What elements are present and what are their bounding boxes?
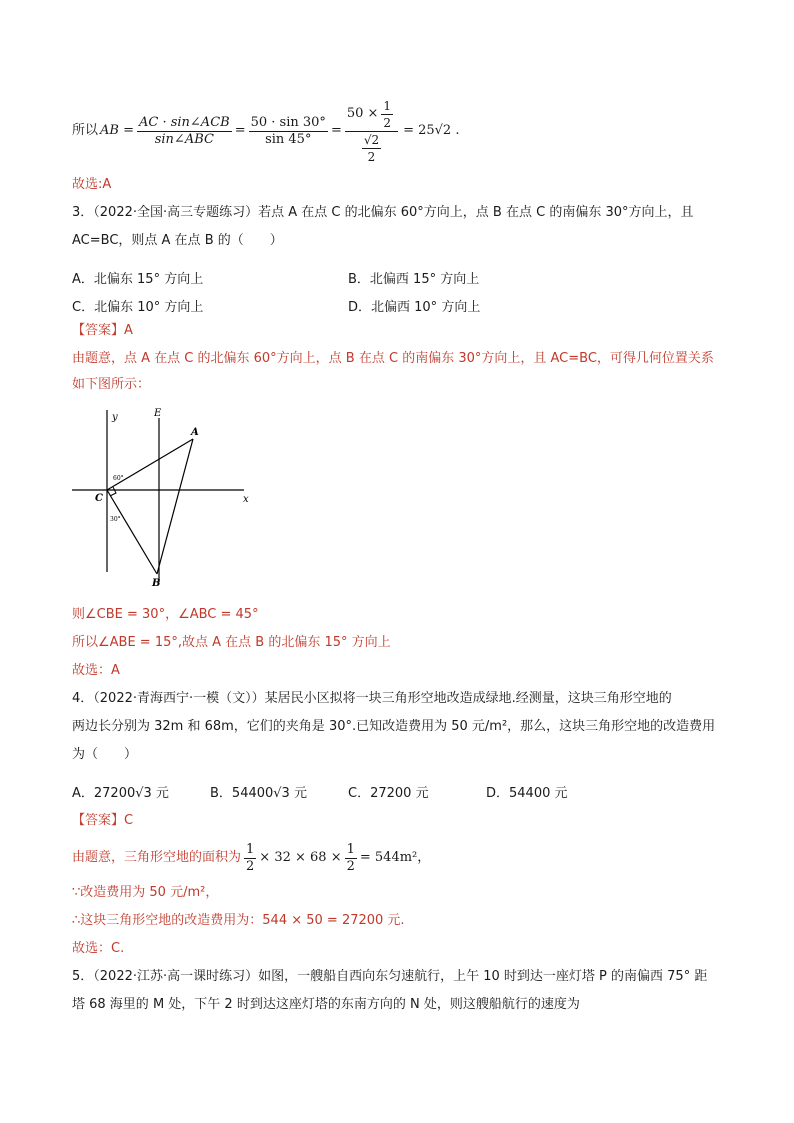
segment-ab	[157, 439, 193, 574]
q4-stem-line3: 为（ ）	[72, 747, 138, 762]
q3-stem-line2: AC=BC，则点 A 在点 B 的（ ）	[72, 233, 283, 248]
fraction-1	[137, 115, 232, 148]
q4-explain-tail: = 544m²，	[359, 850, 431, 865]
q3-result-line1: 则∠CBE = 30°，∠ABC = 45°	[72, 607, 259, 622]
q4-stem-line1: 4．（2022·青海西宁·一模（文））某居民小区拟将一块三角形空地改造成绿地.经测量，这块三角形空地的	[72, 691, 672, 706]
q4-option-b: B．54400√3 元	[210, 786, 307, 801]
sqrt2-numerator: √2	[363, 132, 380, 147]
half-denominator: 2	[383, 115, 392, 130]
segment-cb	[107, 490, 157, 574]
q4-explain-line2: ∵改造费用为 50 元/m²，	[72, 885, 219, 900]
q3-stem-line1: 3．（2022·全国·高三专题练习）若点 A 在点 C 的北偏东 60°方向上，点 B 在点 C 的南偏东 30°方向上，且	[72, 205, 694, 220]
half-denominator: 2	[246, 858, 255, 874]
label-b: B	[152, 578, 161, 589]
q5-stem-line2: 塔 68 海里的 M 处，下午 2 时到达这座灯塔的东南方向的 N 处，则这艘船航行的速度为	[72, 997, 580, 1012]
q3-option-b: B．北偏西 15° 方向上	[348, 272, 480, 287]
q3-option-c: C．北偏东 10° 方向上	[72, 300, 204, 315]
q3-explain-line1: 由题意，点 A 在点 C 的北偏东 60°方向上，点 B 在点 C 的南偏东 30°方向上，且 AC=BC，可得几何位置关系	[72, 351, 714, 366]
equals-sign: =	[234, 123, 246, 138]
q4-option-c: C．27200 元	[348, 786, 429, 801]
q4-option-a: A．27200√3 元	[72, 786, 169, 801]
label-a: A	[191, 427, 199, 438]
q3-choice: 故选：A	[72, 663, 120, 678]
q4-stem-line2: 两边长分别为 32m 和 68m，它们的夹角是 30°.已知改造费用为 50 元/m²，那么，这块三角形空地的改造费用	[72, 719, 716, 734]
q4-half-fraction-1	[244, 842, 256, 875]
formula-ab: AB =	[100, 123, 134, 138]
half-denominator: 2	[346, 858, 355, 874]
formula-row	[72, 96, 459, 166]
q4-explain-line3: ∴这块三角形空地的改造费用为：544 × 50 = 27200 元.	[72, 913, 405, 928]
equals-sign: =	[330, 123, 342, 138]
q2-answer: 故选:A	[72, 177, 112, 192]
q4-option-d: D．54400 元	[486, 786, 568, 801]
q5-stem-line1: 5．（2022·江苏·高一课时练习）如图，一艘船自西向东匀速航行，上午 10 时到达一座灯塔 P 的南偏西 75° 距	[72, 969, 708, 984]
q4-half-fraction-2	[345, 842, 357, 875]
half-fraction	[381, 98, 393, 131]
q4-explain-line1	[72, 840, 430, 876]
fraction-1-numerator: AC · sin∠ACB	[138, 114, 230, 130]
label-y: y	[112, 412, 118, 423]
fraction-2	[249, 115, 328, 148]
fraction-3-numerator-text: 50 ×	[346, 106, 379, 121]
half-numerator: 1	[383, 98, 392, 113]
q3-option-a: A．北偏东 15° 方向上	[72, 272, 204, 287]
q3-option-d: D．北偏西 10° 方向上	[348, 300, 481, 315]
label-c: C	[95, 493, 103, 504]
fraction-3-denominator	[357, 132, 386, 165]
label-x: x	[243, 494, 249, 505]
q4-explain-prefix: 由题意，三角形空地的面积为	[72, 850, 242, 865]
formula-result: = 25√2 .	[403, 123, 460, 138]
sqrt2-denominator: 2	[367, 149, 376, 164]
label-angle60: 60°	[113, 475, 124, 482]
q3-result-line2: 所以∠ABE = 15°,故点 A 在点 B 的北偏东 15° 方向上	[72, 635, 391, 650]
segment-ca	[107, 439, 193, 490]
label-e: E	[154, 408, 162, 419]
label-angle30: 30°	[110, 516, 121, 523]
q3-explain-line2: 如下图所示：	[72, 377, 151, 392]
q3-geometry-diagram	[66, 404, 266, 594]
fraction-3	[345, 98, 398, 165]
sqrt2-over-2	[362, 132, 381, 165]
fraction-3-numerator	[345, 98, 398, 132]
fraction-2-denominator: sin 45°	[265, 131, 312, 147]
formula-prefix: 所以	[72, 123, 99, 138]
fraction-1-denominator: sin∠ABC	[154, 131, 214, 147]
q4-choice: 故选：C.	[72, 941, 125, 956]
half-numerator: 1	[346, 841, 355, 857]
fraction-2-numerator: 50 · sin 30°	[250, 114, 326, 130]
q3-answer-label: 【答案】A	[72, 323, 133, 338]
half-numerator: 1	[246, 841, 255, 857]
q4-answer-label: 【答案】C	[72, 813, 134, 828]
q4-explain-math: × 32 × 68 ×	[259, 850, 342, 865]
